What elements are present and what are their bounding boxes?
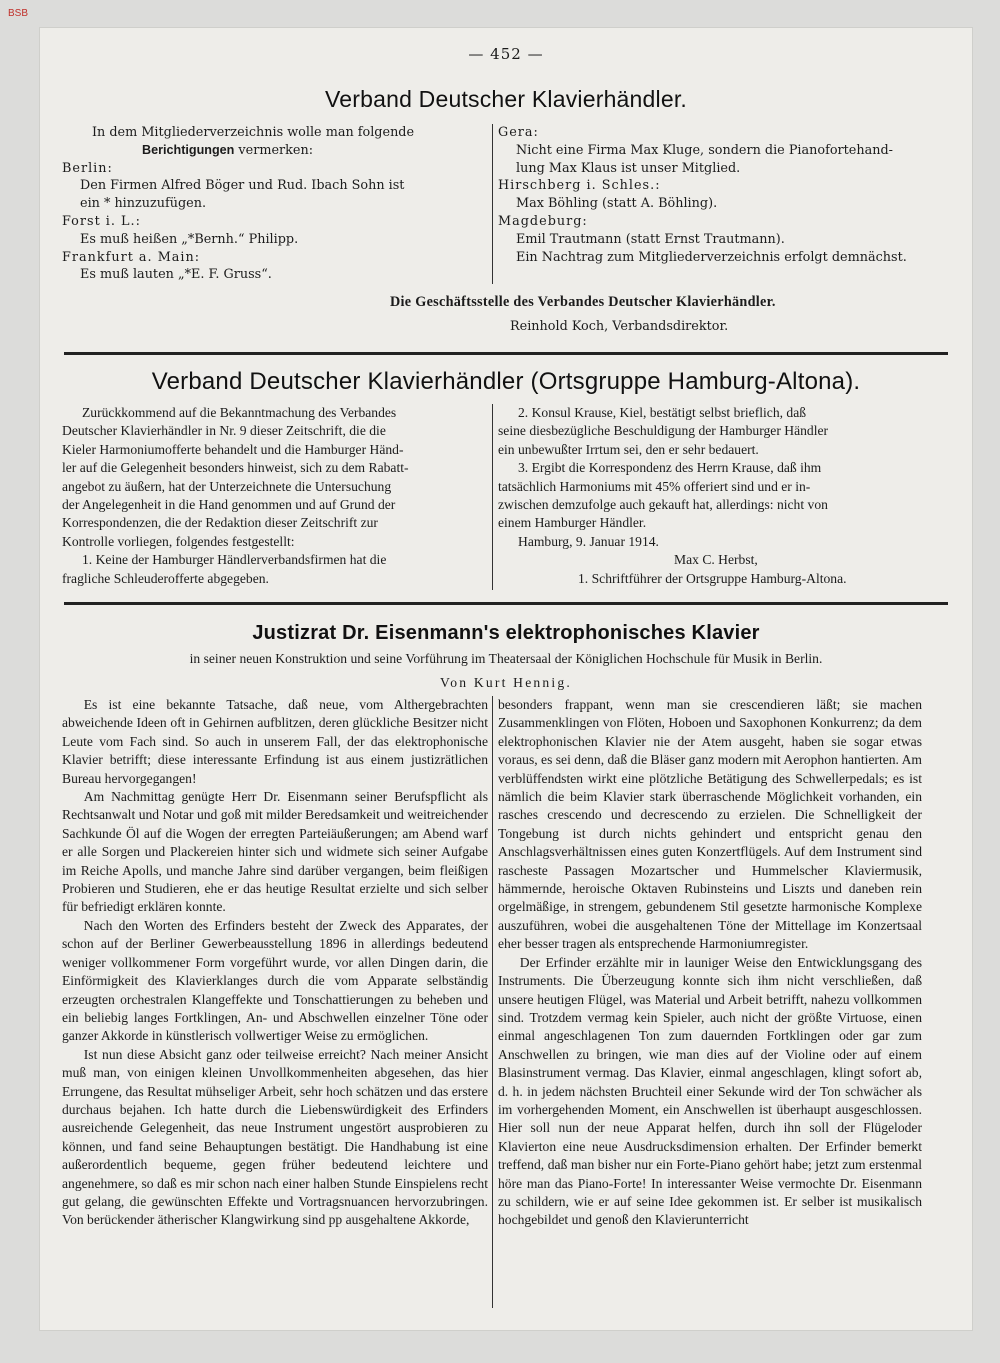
section3-column-divider: [492, 696, 493, 1308]
section2-signer-role: 1. Schriftführer der Ortsgruppe Hamburg-Altona.: [578, 570, 847, 586]
section2-right-column: [498, 404, 922, 588]
entry-line: Den Firmen Alfred Böger und Rud. Ibach Sohn ist: [80, 178, 405, 194]
section1-intro-line2: [62, 142, 488, 160]
entry-line: Nicht eine Firma Max Kluge, sondern die Pianofortehand-: [516, 142, 894, 158]
section3-left-column: [62, 696, 488, 1310]
city-label: Berlin:: [62, 160, 113, 176]
section2-signer: Max C. Herbst,: [674, 552, 758, 568]
section1-left-entry: [62, 249, 488, 285]
city-label: Frankfurt a. Main:: [62, 249, 201, 265]
text-line: ler auf die Gelegenheit besonders hinweist, sich zu dem Rabatt-: [62, 460, 409, 476]
entry-line: lung Max Klaus ist unser Mitglied.: [516, 160, 741, 176]
text-line: tatsächlich Harmoniums mit 45% offeriert sind und er in-: [498, 478, 811, 494]
section1-left-entry: [62, 213, 488, 249]
article-paragraph: Ist nun diese Absicht ganz oder teilweise erreicht? Nach meiner Ansicht muß man, von einigen kleinen Unvollkommenheiten abgesehen, das hier Errungene, das Resultat mühseliger Arbeit, sehr hoch schätzen und das erstere durchaus bejahen. Ich hatte durch die Liebenswürdigkeit des Erfinders ausreichende Gelegenheit, das neue Instrument ungestört ausprobieren zu können, und fand seine Behauptungen bestätigt. Die Handhabung ist eine außerordentlich bequeme, gegen früher bedeutend leichtere und angenehmere, so daß es mir schon nach einer halben Stunde Einspielens recht gut gelang, die gewünschten Effekte und Vortragsnuancen hervorzubringen. Von berückender ätherischer Klangwirkung sind pp ausgehaltene Akkorde,: [62, 1046, 488, 1228]
entry-line: Es muß lauten „*E. F. Gruss“.: [80, 267, 272, 283]
text-line: Korrespondenzen, die der Redaktion dieser Zeitschrift zur: [62, 515, 378, 531]
section1-intro-rest: vermerken:: [234, 142, 314, 158]
article-paragraph: Am Nachmittag genügte Herr Dr. Eisenmann seiner Berufspflicht als Rechtsanwalt und Notar und goß mit milder Beredsamkeit und weitreichender Sachkunde Öl auf die Wogen der erregten Parteiäußerungen; am Abend warf er alle Sorgen und Plackereien hinter sich und widmete sich seiner Aufgabe im Reiche Apolls, und manche Jahre sind darüber vergangen, beim fleißigen Probieren und Studieren, ehe er das heutige Resultat erzielte und sich selber für befriedigt erklären konnte.: [62, 789, 488, 915]
entry-line: Max Böhling (statt A. Böhling).: [516, 196, 718, 212]
text-line: Kieler Harmoniumofferte behandelt und die Hamburger Händ-: [62, 441, 404, 457]
section1-signature: Die Geschäftsstelle des Verbandes Deutscher Klavierhändler.: [390, 294, 776, 310]
section2-place-date: Hamburg, 9. Januar 1914.: [518, 533, 659, 549]
text-line: 3. Ergibt die Korrespondenz des Herrn Krause, daß ihm: [518, 460, 822, 476]
section1-title: Verband Deutscher Klavierhändler.: [324, 86, 688, 112]
section1-intro-line1: In dem Mitgliederverzeichnis wolle man folgende: [92, 125, 415, 140]
section1-left-entry: [62, 160, 488, 213]
text-line: Kontrolle vorliegen, folgendes festgestellt:: [62, 533, 295, 549]
article-paragraph: Es ist eine bekannte Tatsache, daß neue, vom Althergebrachten abweichende Ideen oft in Gehirnen aufblitzen, deren glückliche Besitzer nicht Leute vom Fach sind. So auch in unserem Fall, der das elektrophonische Klavier betrifft; diese interessante Erfindung ist aus einem justizrätlichen Bureau hervorgegangen!: [62, 697, 488, 786]
section1-nachtrag: Ein Nachtrag zum Mitgliederverzeichnis erfolgt demnächst.: [516, 249, 907, 265]
section1-signature-wrap: [390, 294, 930, 311]
article-paragraph: Nach den Worten des Erfinders besteht der Zweck des Apparates, der schon auf der Berliner Gewerbeausstellung 1896 in allerdings bedeutend weniger vollkommener Form vorgeführt wurde, vor allen Dingen darin, die Einförmigkeit des Klavierklanges durch die vom Apparate selbständig erzeugten orchestralen Klangeffekte und Tonschattierungen zu beheben und ein beliebig langes Fortklingen, An- und Abschwellen einzelner Töne oder ganzer Akkorde in künstlerisch vollwertiger Weise zu ermöglichen.: [62, 917, 488, 1044]
text-line: fragliche Schleuderofferte abgegeben.: [62, 570, 269, 586]
section2-title-wrap: [40, 368, 972, 396]
section1-title-wrap: [40, 86, 972, 113]
city-label: Magdeburg:: [498, 213, 588, 229]
section1-right-entry: [498, 213, 922, 249]
article-paragraph: Der Erfinder erzählte mir in launiger Weise den Entwicklungsgang des Instruments. Die Überzeugung konnte sich ihm nicht verschließen, daß unsere heutigen Flügel, was Material und Arbeit betrifft, nahezu vollkommen sind. Trotzdem vermag kein Spieler, auch nicht der größte Virtuose, einen einmal angeschlagenen Ton zum dauernden Fortklingen oder gar zum Anschwellen zu bringen, wie man dies auf der Violine oder auf einem Blasinstrument vermag. Das Klavier, einmal angeschlagen, klingt sofort ab, d. h. in jedem nächsten Bruchteil einer Sekunde wird der Ton schwächer als im vorhergehenden Moment, ein Anschwellen ist überhaupt ausgeschlossen. Hier soll nun der neue Apparat helfen, durch ihn soll der Flügeloder Klavierton eine neue Ausdrucksdimension erhalten. Der Erfinder bemerkt treffend, daß man bisher nur ein Forte-Piano gehört habe; jetzt zum erstenmal höre man das Piano-Forte! In interessanter Weise vermochte Dr. Eisenmann zu schildern, wie er auf seine Idee gekommen ist. Er selber ist musikalisch hochgebildet und genoß den Klavierunterricht: [498, 954, 922, 1228]
section1-right-entry: [498, 177, 922, 213]
text-line: Deutscher Klavierhändler in Nr. 9 dieser Zeitschrift, die die: [62, 423, 386, 439]
section3-subtitle: in seiner neuen Konstruktion und seine Vorführung im Theatersaal der Königlichen Hochschule für Musik in Berlin.: [189, 651, 823, 666]
text-line: 2. Konsul Krause, Kiel, bestätigt selbst brieflich, daß: [518, 405, 807, 420]
section3-right-column: [498, 696, 922, 1310]
entry-line: Es muß heißen „*Bernh.“ Philipp.: [80, 231, 299, 247]
text-line: angebot zu äußern, hat der Unterzeichnete die Untersuchung: [62, 478, 392, 494]
text-line: ein unbewußter Irrtum sei, den er sehr bedauert.: [498, 441, 759, 457]
section1-director: Reinhold Koch, Verbandsdirektor.: [510, 319, 729, 334]
section1-right-column: [498, 124, 922, 266]
section1-left-column: [62, 124, 488, 284]
section1-intro-bold: Berichtigungen: [142, 142, 235, 157]
text-line: einem Hamburger Händler.: [498, 515, 647, 531]
section3-title-wrap: [40, 622, 972, 645]
section2-title: Verband Deutscher Klavierhändler (Ortsgruppe Hamburg-Altona).: [151, 368, 861, 395]
section3-byline: Von Kurt Hennig.: [440, 675, 572, 690]
section-divider-2: [64, 602, 948, 605]
library-mark: BSB: [8, 8, 29, 19]
newspaper-page: [40, 28, 972, 1330]
text-line: zwischen demzufolge auch gekauft hat, allerdings: nicht von: [498, 497, 828, 513]
text-line: 1. Keine der Hamburger Händlerverbandsfirmen hat die: [82, 552, 387, 568]
section-divider-1: [64, 352, 948, 355]
city-label: Gera:: [498, 125, 539, 140]
text-line: der Angelegenheit in die Hand genommen und auf Grund der: [62, 497, 396, 513]
entry-line: ein * hinzuzufügen.: [80, 196, 207, 212]
section2-left-column: [62, 404, 488, 588]
section3-title: Justizrat Dr. Eisenmann's elektrophonisches Klavier: [252, 622, 760, 644]
city-label: Hirschberg i. Schles.:: [498, 178, 661, 194]
section1-right-entry: [498, 124, 922, 177]
section2-column-divider: [492, 404, 493, 590]
text-line: seine diesbezügliche Beschuldigung der Hamburger Händler: [498, 423, 829, 439]
page-number: — 452 —: [468, 45, 544, 63]
section1-intro: [62, 124, 488, 142]
text-line: Zurückkommend auf die Bekanntmachung des Verbandes: [82, 405, 397, 420]
section1-column-divider: [492, 124, 493, 284]
article-paragraph: besonders frappant, wenn man sie crescendieren läßt; sie machen Zusammenklingen von Flöten, Hoboen und Saxophonen Konkurrenz; da dem elektrophonischen Klavier nie der Atem ausgeht, haben sie sogar etwas voraus, es sei denn, daß die Bläser ganz modern mit Aerophon hantierten. Am verblüffendsten wirkt eine plötzliche Betätigung des Schwellerpedals; es ist nämlich die beim Klavier stark überraschende Möglichkeit vorhanden, ein rasches crescendo und decrescendo zu erzielen. Die Schnelligkeit der Tongebung ist durch nichts gehindert und entspricht genau den Anschlagsverhältnissen eines guten Konzertflügels. Auf dem Instrument sind rascheste Passagen Mozartscher und Hummelscher Klaviermusik, hämmernde, heroische Oktaven Rubinsteins und Liszts und daneben rein orgelmäßige, in strengem, gebundenem Stil gesetzte harmonische Komplexe auszuführen, wobei die ausgehaltenen Töne der Mittellage im Konzertsaal eher besser tragen als entsprechende Harmoniumregister.: [498, 697, 922, 952]
entry-line: Emil Trautmann (statt Ernst Trautmann).: [516, 231, 785, 247]
city-label: Forst i. L.:: [62, 213, 141, 229]
